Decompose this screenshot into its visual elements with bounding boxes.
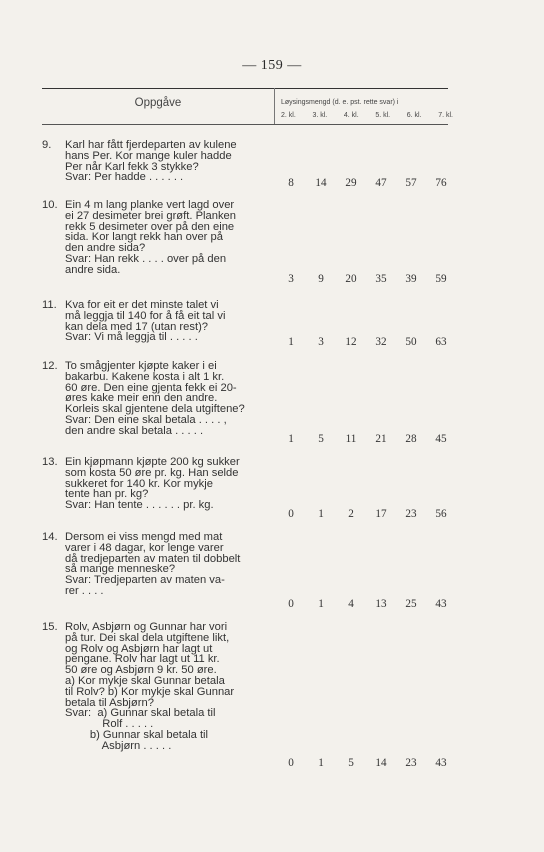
problem-item — [42, 532, 272, 597]
solution-rate: 47 — [375, 177, 387, 189]
problem-text-line: Karl har fått fjerdeparten av kulene — [65, 139, 237, 151]
problem-number: 10. — [42, 199, 58, 211]
solution-rate: 3 — [318, 336, 324, 348]
problem-text-line: Ein kjøpmann kjøpte 200 kg sukker — [65, 456, 240, 468]
problem-text-line: Svar: Tredjeparten av maten va- — [65, 574, 225, 587]
solution-rate: 23 — [405, 757, 417, 769]
problem-text-line: Svar: a) Gunnar skal betala til — [65, 707, 216, 720]
solution-rate: 13 — [375, 598, 387, 610]
solution-rate: 56 — [435, 508, 447, 520]
solution-rate: 35 — [375, 273, 387, 285]
problem-text-line: 50 øre og Asbjørn 9 kr. 50 øre. — [65, 664, 217, 677]
problem-text-line: Svar: Vi må leggja til . . . . . — [65, 331, 198, 344]
solution-rates-row — [276, 336, 456, 348]
solution-rate: 11 — [345, 433, 357, 445]
class-header: 2. kl. — [281, 112, 296, 119]
class-header: 4. kl. — [343, 112, 359, 119]
problem-text — [65, 622, 272, 752]
problem-text-line: til Rolv? b) Kor mykje skal Gunnar — [65, 685, 235, 698]
solution-rate: 76 — [435, 177, 447, 189]
solution-rate: 25 — [405, 598, 417, 610]
problem-text — [65, 532, 272, 597]
problem-text-line: så mange menneske? — [65, 563, 176, 576]
problem-text-line: den andre sida? — [65, 242, 146, 255]
problem-text-line: b) Gunnar skal betala til — [65, 728, 209, 741]
solution-rate: 1 — [288, 433, 294, 445]
problem-number: 14. — [42, 531, 58, 543]
solution-rates-row — [276, 508, 456, 520]
problem-text-line: Ein 4 m lang planke vert lagd over — [65, 199, 235, 211]
problem-text-line: Asbjørn . . . . . — [65, 739, 172, 752]
problem-text-line: må leggja til 140 for å få eit tal vi — [65, 309, 226, 322]
solution-rate: 43 — [435, 757, 447, 769]
problem-text — [65, 457, 272, 511]
problem-number: 9. — [42, 139, 52, 151]
solution-rate: 59 — [435, 273, 447, 285]
problem-text-line: Kva for eit er det minste talet vi — [65, 299, 219, 311]
solution-rates-row — [276, 757, 456, 769]
problem-text-line: To smågjenter kjøpte kaker i ei — [65, 360, 217, 372]
solution-rate: 3 — [288, 273, 294, 285]
solution-rate: 63 — [435, 336, 447, 348]
solution-rate: 0 — [288, 757, 294, 769]
problem-text-line: rer . . . . — [65, 584, 104, 597]
solution-rates-row — [276, 598, 456, 610]
solution-rates-row — [276, 433, 456, 445]
solution-rate: 39 — [405, 273, 417, 285]
problem-text-line: betala til Asbjørn? — [65, 696, 154, 709]
solution-rate: 29 — [345, 177, 357, 189]
problem-item — [42, 622, 272, 752]
class-header: 7. kl. — [438, 112, 453, 119]
solution-rate: 43 — [435, 598, 447, 610]
solution-rate: 0 — [288, 598, 294, 610]
solution-rate: 23 — [405, 508, 417, 520]
problem-item — [42, 457, 272, 511]
class-header: 5. kl. — [375, 112, 391, 119]
class-header: 6. kl. — [406, 112, 422, 119]
solution-rate: 5 — [318, 433, 324, 445]
header-bottom-rule — [42, 124, 448, 125]
problem-text-line: Korleis skal gjentene dela utgiftene? — [65, 403, 245, 416]
problem-text-line: og Rolv og Asbjørn har lagt ut — [65, 642, 213, 655]
solution-rate: 1 — [318, 598, 324, 610]
solution-rate: 20 — [345, 273, 357, 285]
header-column-divider — [274, 88, 275, 124]
problem-text-line: hans Per. Kor mange kuler hadde — [65, 149, 232, 162]
solution-rate: 14 — [315, 177, 327, 189]
problem-number: 12. — [42, 360, 58, 372]
solution-rate: 1 — [288, 336, 294, 348]
solution-rates-row — [276, 273, 456, 285]
solution-rate: 0 — [288, 508, 294, 520]
problem-text-line: pengane. Rolv har lagt ut 11 kr. — [65, 653, 220, 666]
class-headers — [281, 112, 453, 119]
solution-rate: 12 — [345, 336, 357, 348]
problem-item — [42, 300, 272, 343]
problem-text-line: på tur. Dei skal dela utgiftene likt, — [65, 631, 230, 644]
solution-rate: 2 — [348, 508, 354, 520]
solution-rate: 45 — [435, 433, 447, 445]
solution-rate: 5 — [348, 757, 354, 769]
solution-rate: 14 — [375, 757, 387, 769]
problem-text-line: 60 øre. Den eine gjenta fekk ei 20- — [65, 381, 237, 394]
problem-text-line: då tredjeparten av maten til dobbelt — [65, 552, 241, 565]
problem-item — [42, 140, 272, 183]
task-column-header: Oppgåve — [134, 97, 182, 109]
problem-text — [65, 140, 272, 183]
problem-text — [65, 200, 272, 276]
problem-item — [42, 200, 272, 276]
problem-text-line: Svar: Han tente . . . . . . pr. kg. — [65, 499, 214, 512]
problem-text-line: kan dela med 17 (utan rest)? — [65, 320, 209, 333]
solution-rate: 4 — [348, 598, 354, 610]
problem-text-line: sida. Kor langt rekk han over på — [65, 231, 223, 244]
problem-number: 11. — [42, 299, 57, 311]
solution-rate: 1 — [318, 508, 324, 520]
problem-text-line: Per når Karl fekk 3 stykke? — [65, 160, 199, 173]
solution-rate: 32 — [375, 336, 387, 348]
problem-text-line: varer i 48 dagar, kor lenge varer — [65, 541, 224, 554]
problem-item — [42, 361, 272, 437]
solution-rate: 17 — [375, 508, 387, 520]
problem-text-line: Rolv, Asbjørn og Gunnar har vori — [65, 621, 228, 633]
problem-text — [65, 361, 272, 437]
problem-text — [65, 300, 272, 343]
page-number: — 159 — — [242, 58, 302, 73]
solution-rate: 9 — [318, 273, 324, 285]
problem-text-line: tente han pr. kg? — [65, 488, 149, 501]
solution-rates-row — [276, 177, 456, 189]
problem-text-line: Svar: Han rekk . . . . over på den — [65, 252, 227, 265]
problem-text-line: den andre skal betala . . . . . — [65, 424, 204, 437]
problem-text-line: øres kake meir enn den andre. — [65, 392, 218, 405]
problem-text-line: bakarbu. Kakene kosta i alt 1 kr. — [65, 370, 225, 383]
solution-rate: 1 — [318, 757, 324, 769]
solution-rate: 28 — [405, 433, 417, 445]
problem-text-line: Svar: Per hadde . . . . . . — [65, 171, 184, 184]
problem-text-line: sukkeret for 140 kr. Kor mykje — [65, 477, 213, 490]
problem-text-line: ei 27 desimeter brei grøft. Planken — [65, 209, 237, 222]
header-top-rule — [42, 88, 448, 89]
solutions-column-header: Løysingsmengd (d. e. pst. rette svar) i — [281, 99, 399, 106]
problem-text-line: Svar: Den eine skal betala . . . . , — [65, 413, 227, 426]
problem-text-line: andre sida. — [65, 263, 121, 276]
problem-text-line: Rolf . . . . . — [65, 718, 154, 731]
solution-rate: 57 — [405, 177, 417, 189]
problem-text-line: Dersom ei viss mengd med mat — [65, 531, 223, 543]
class-header: 3. kl. — [312, 112, 328, 119]
solution-rate: 21 — [375, 433, 387, 445]
solution-rate: 50 — [405, 336, 417, 348]
problem-text-line: a) Kor mykje skal Gunnar betala — [65, 674, 225, 687]
solution-rate: 8 — [288, 177, 294, 189]
problem-number: 13. — [42, 456, 58, 468]
problem-number: 15. — [42, 621, 58, 633]
problem-text-line: rekk 5 desimeter over på den eine — [65, 220, 235, 233]
problem-text-line: som kosta 50 øre pr. kg. Han selde — [65, 466, 239, 479]
